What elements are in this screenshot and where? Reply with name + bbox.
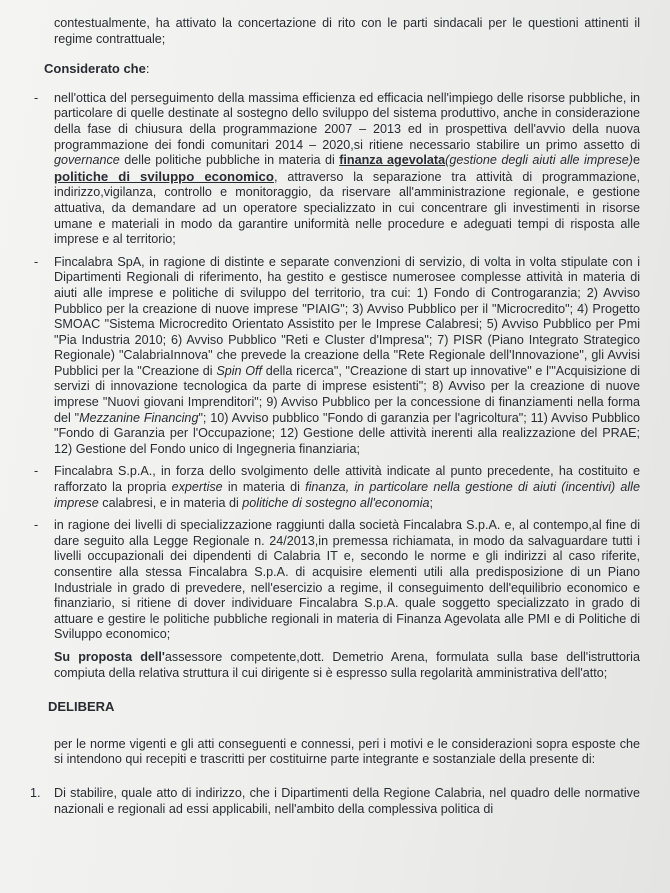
item-text: , attraverso la separazione tra attività di programmazione, indirizzo,vigilanza, controllo e monitoraggio, da riservare all'amministrazione regionale, e gestione attuativa, da demandare ad un operatore specializzato in cui concentrare gli investimenti in risorse umane e materiali in modo da garantire uniformità nelle procedure e adeguati tempi di risposta alle imprese e al territorio;: [54, 169, 641, 247]
item-text: della ricerca", "Creazione di start up innovative" e l'"Acquisizione di servizi di innovazione tecnologica da parte di imprese esistenti"; 8) Avviso per la creazione di nuove imprese "Nuovi giovani Imprenditori"; 9) Avviso Pubblico per la concessione di finanziamenti nella forma del ": [54, 363, 641, 425]
proposta-bold: Su proposta dell': [54, 649, 165, 664]
number-marker: 1.: [30, 785, 41, 800]
item-bold: politiche di sviluppo economico: [54, 168, 274, 184]
numbered-text: Di stabilire, quale atto di indirizzo, che i Dipartimenti della Regione Calabria, nel quadro delle normative nazionali e regionali ad essi applicabili, nell'ambito della complessiva politica di: [54, 785, 640, 816]
proposta-paragraph: [30, 650, 640, 681]
item-italic: (gestione degli aiuti alle imprese): [445, 153, 633, 168]
item-text: ;: [429, 495, 434, 510]
list-item: [30, 91, 640, 248]
bullet-marker: -: [34, 90, 39, 105]
list-item: [30, 464, 640, 511]
bullet-marker: -: [34, 254, 39, 269]
item-bold: finanza agevolata: [339, 153, 446, 168]
item-italic: expertise: [171, 480, 223, 495]
item-text: "; 10) Avviso pubblico "Fondo di garanzia per l'agricoltura"; 11) Avviso Pubblico "Fondo di Garanzia per l'Occupazione; 12) Gestione delle attività inerenti alla realizzazione del PRAE; 12) Gestione del Fondo unico di Ingegneria finanziaria;: [54, 410, 641, 456]
item-text: e: [632, 153, 640, 168]
bullet-marker: -: [34, 518, 39, 533]
item-italic: Spin Off: [216, 363, 263, 378]
closing-paragraph: per le norme vigenti e gli atti conseguenti e connessi, peri i motivi e le considerazioni sopra esposte che si intendono qui recepiti e trascritti per costituirne parte integrante e sostanziale della presente di:: [54, 736, 640, 767]
item-italic: Mezzanine Financing: [79, 410, 199, 425]
item-text: calabresi, e in materia di: [98, 495, 243, 510]
item-text: Fincalabra S.p.A., in forza dello svolgimento delle attività indicate al punto precedente, ha costituito e rafforzato la propria: [54, 464, 640, 495]
considerato-heading-text: Considerato che: [44, 61, 146, 77]
list-item: [30, 518, 640, 643]
item-text: in ragione dei livelli di specializzazione raggiunti dalla società Fincalabra S.p.A. e, al contempo,al fine di dare seguito alla Legge Regionale n. 24/2013,in premessa richiamata, in modo da salvaguardare tutti i livelli occupazionali dei dipendenti di Calabria IT e, secondo le norme e gli indirizzi al caso riferite, consentire alla stessa Fincalabra S.p.A. di acquisire elementi utili alla predisposizione di un Piano Industriale in grado di prevedere, nell'esercizio a regime, il conseguimento dell'equilibrio economico e finanziario, si ritiene di dover individuare Fincalabra S.p.A. quale soggetto specializzato in grado di attuare e gestire le politiche pubbliche regionali in materia di Finanza Agevolata alle PMI e di Politiche di Sviluppo economico;: [54, 518, 640, 642]
item-text: nell'ottica del perseguimento della massima efficienza ed efficacia nell'impiego delle risorse pubbliche, in particolare di quelle destinate al sostegno dello sviluppo del sistema produttivo, anche in considerazione della fase di chiusura della programmazione 2007 – 2013 ed in prospettiva dell'avvio della nuova programmazione dei fondi comunitari 2014 – 2020,si ritiene necessario stabilire un primo assetto di: [54, 90, 640, 152]
item-italic: governance: [54, 153, 120, 168]
intro-paragraph: contestualmente, ha attivato la concertazione di rito con le parti sindacali per le questioni attinenti il regime contrattuale;: [54, 16, 640, 46]
list-item: [30, 255, 640, 458]
item-text: delle politiche pubbliche in materia di: [119, 153, 340, 168]
bullet-marker: -: [34, 464, 39, 479]
item-italic: politiche di sostegno all'economia: [242, 495, 430, 510]
item-text: in materia di: [222, 480, 306, 495]
considerato-list: [30, 91, 640, 643]
considerato-heading-colon: :: [145, 61, 150, 77]
proposta-text: assessore competente,dott. Demetrio Arena, formulata sulla base dell'istruttoria compiuta della relativa struttura il cui dirigente si è espresso sulla regolarità amministrativa dell'atto;: [54, 649, 640, 680]
considerato-heading: [44, 61, 640, 77]
numbered-item: [30, 786, 640, 817]
item-italic: finanza, in particolare nella gestione di aiuti (incentivi) alle imprese: [54, 480, 640, 510]
item-text: Fincalabra SpA, in ragione di distinte e separate convenzioni di servizio, di volta in volta stipulate con i Dipartimenti Regionali di riferimento, ha gestito e gestisce numerosee complesse attività in materia di aiuti alle imprese e politiche di sviluppo del territorio, tra cui: 1) Fondo di Controgaranzia; 2) Avviso Pubblico per la creazione di nuove imprese "PIAIG"; 3) Avviso Pubblico per il "Microcredito"; 4) Progetto SMOAC "Sistema Microcredito Orientato Assistito per le Imprese Calabresi; 5) Avviso Pubblico per Pmi "Pia Industria 2010; 6) Avviso Pubblico "Reti e Cluster d'Impresa"; 7) PISR (Piano Integrato Strategico Regionale) "CalabriaInnova" che prevede la creazione della "Rete Regionale dell'Innovazione", gli Avvisi Pubblici per la "Creazione di: [54, 254, 640, 378]
delibera-heading: DELIBERA: [48, 699, 115, 715]
